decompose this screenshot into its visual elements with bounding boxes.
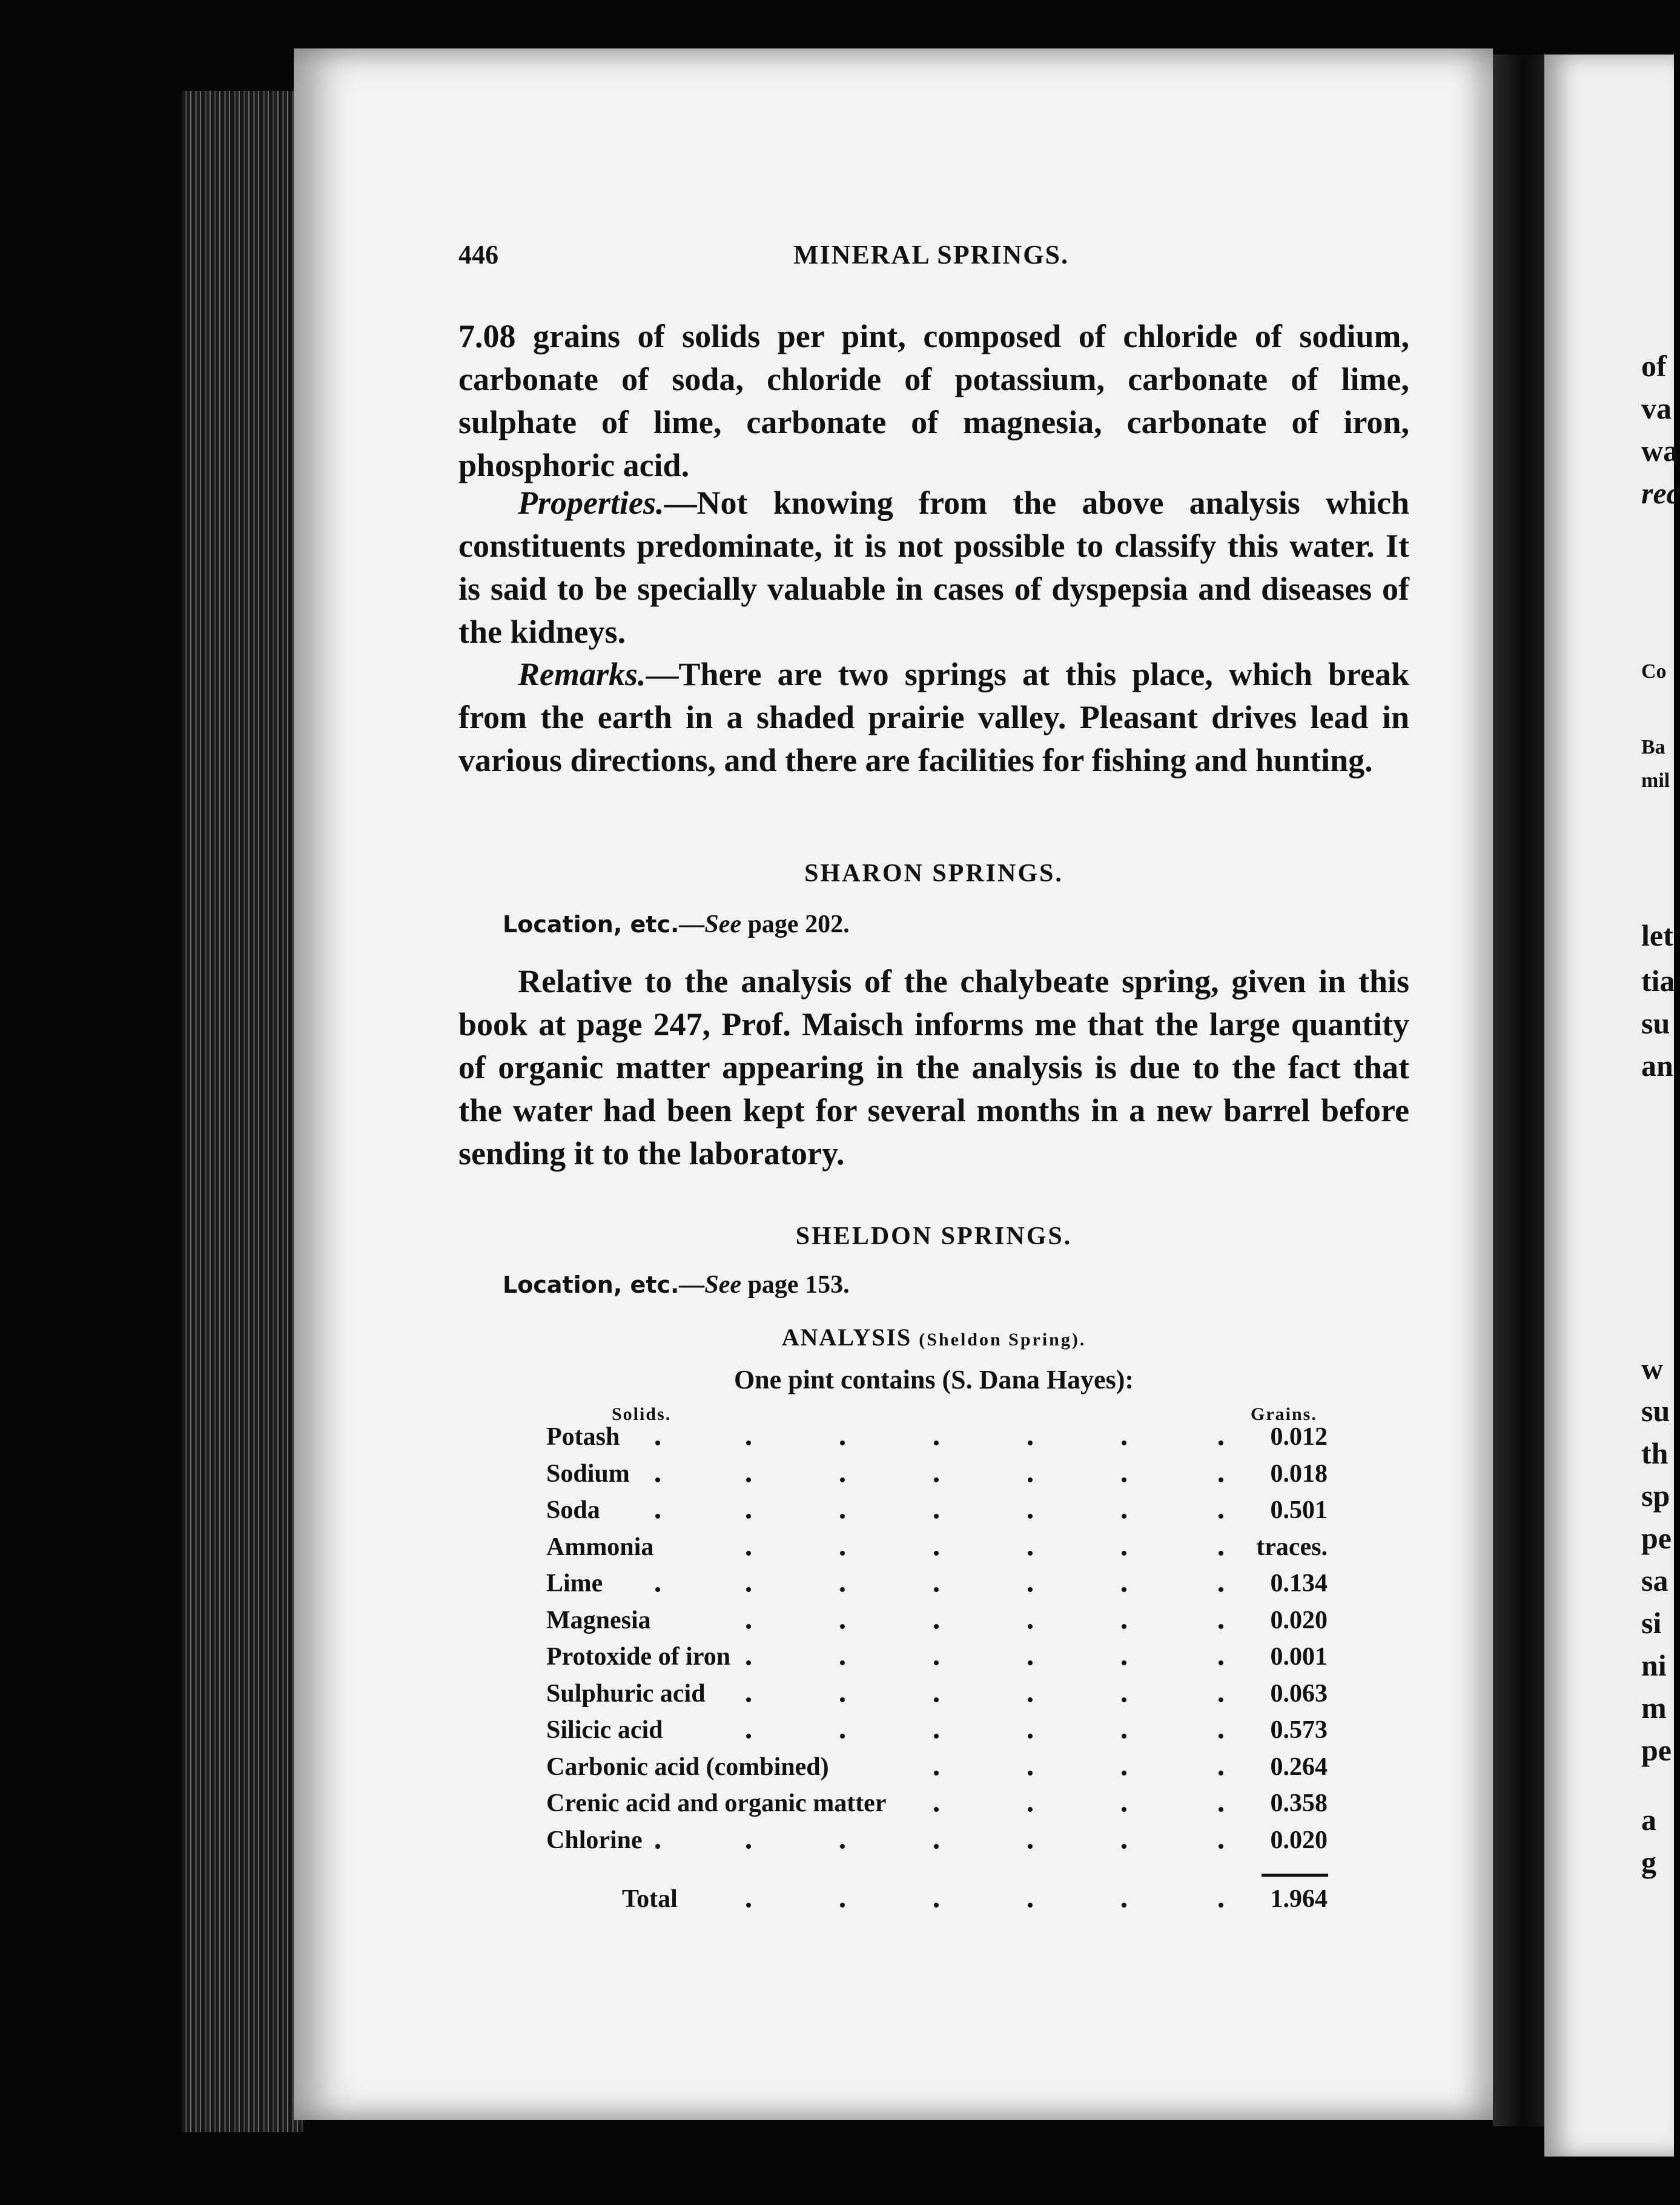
running-title: MINERAL SPRINGS. (793, 240, 1069, 270)
constituent-grains: 0.134 (1270, 1570, 1328, 1597)
leader-dot (840, 1697, 845, 1702)
leader-dot (1219, 1477, 1223, 1482)
leader-dot (1219, 1441, 1223, 1445)
running-header (458, 239, 1409, 276)
facing-fragment: g (1641, 1845, 1656, 1879)
leader-dot (1122, 1587, 1126, 1592)
constituent-grains: 0.001 (1270, 1643, 1328, 1671)
facing-fragment: tia (1641, 964, 1675, 998)
leader-dot (934, 1771, 939, 1776)
leader-dot (1219, 1807, 1223, 1812)
facing-fragment: pe (1641, 1733, 1672, 1767)
leader-dot (1219, 1734, 1223, 1739)
leader-dot (1028, 1771, 1033, 1776)
paragraph-properties (458, 482, 1409, 654)
leader-dot (840, 1477, 845, 1482)
leader-dot (934, 1477, 939, 1482)
leader-dots (546, 1419, 1243, 1455)
leader-dot (746, 1697, 751, 1702)
leader-dots (546, 1529, 1243, 1565)
leader-dot (1028, 1844, 1033, 1849)
leader-dot (1028, 1514, 1033, 1519)
leader-dots (546, 1749, 1243, 1785)
analysis-title (458, 1323, 1409, 1351)
facing-fragment: pe (1641, 1521, 1672, 1555)
facing-fragment: su (1641, 1394, 1670, 1428)
constituent-grains: 0.501 (1270, 1496, 1328, 1524)
facing-fragment: m (1641, 1691, 1667, 1725)
leader-dot (1122, 1734, 1126, 1739)
constituent-grains: 0.063 (1270, 1679, 1328, 1708)
table-row (546, 1456, 1328, 1492)
leader-dot (746, 1734, 751, 1739)
leader-dot (934, 1514, 939, 1519)
leader-dot (934, 1441, 939, 1445)
leader-dot (840, 1624, 845, 1629)
page-number: 446 (458, 240, 498, 270)
section-title-sharon: SHARON SPRINGS. (804, 860, 1063, 887)
table-row (546, 1712, 1328, 1748)
remarks-label: Remarks. (518, 656, 646, 692)
table-row (546, 1639, 1328, 1675)
leader-dot (840, 1844, 845, 1849)
leader-dot (840, 1660, 845, 1665)
leader-dots (546, 1676, 1243, 1712)
properties-label: Properties. (518, 485, 664, 521)
facing-fragment: wa (1641, 434, 1679, 468)
leader-dot (934, 1903, 939, 1908)
leader-dot (746, 1551, 751, 1556)
leader-dot (840, 1903, 845, 1908)
constituent-grains: traces. (1256, 1533, 1328, 1561)
constituent-grains: 0.018 (1270, 1459, 1328, 1488)
leader-dot (655, 1844, 660, 1849)
facing-fragment: rec (1641, 476, 1680, 510)
leader-dot (1122, 1697, 1126, 1702)
section-title-sheldon: SHELDON SPRINGS. (795, 1222, 1073, 1250)
leader-dot (1219, 1587, 1223, 1592)
location-page: page 202. (747, 910, 850, 938)
constituent-name: Sulphuric acid (546, 1679, 706, 1708)
leader-dot (1028, 1551, 1033, 1556)
leader-dot (1122, 1441, 1126, 1445)
leader-dot (1122, 1624, 1126, 1629)
leader-dot (1028, 1441, 1033, 1445)
leader-dot (1028, 1587, 1033, 1592)
facing-fragment: mil (1641, 769, 1670, 792)
leader-dot (1219, 1551, 1223, 1556)
leader-dots (546, 1456, 1243, 1492)
analysis-heading: ANALYSIS (781, 1324, 912, 1351)
constituent-name: Chlorine (546, 1826, 643, 1854)
facing-fragment: va (1641, 391, 1672, 425)
leader-dot (1219, 1903, 1223, 1908)
leader-dot (1122, 1660, 1126, 1665)
constituent-name: Magnesia (546, 1606, 651, 1634)
constituent-name: Carbonic acid (combined) (546, 1752, 829, 1781)
facing-fragment: ni (1641, 1648, 1667, 1682)
leader-dot (840, 1441, 845, 1445)
book-gutter (1493, 55, 1544, 2126)
location-line-sharon (503, 910, 850, 939)
total-value: 1.964 (1270, 1885, 1328, 1913)
leader-dot (934, 1660, 939, 1665)
location-see: —See (679, 1271, 742, 1299)
location-label: Location, etc. (503, 1272, 680, 1298)
constituent-name: Soda (546, 1496, 600, 1524)
leader-dots (546, 1602, 1243, 1639)
leader-dot (1028, 1477, 1033, 1482)
leader-dot (746, 1441, 751, 1445)
leader-dot (934, 1807, 939, 1812)
leader-dot (840, 1587, 845, 1592)
leader-dot (746, 1660, 751, 1665)
facing-fragment: a (1641, 1803, 1656, 1837)
leader-dot (1028, 1807, 1033, 1812)
facing-fragment: an (1641, 1049, 1673, 1083)
constituent-grains: 0.020 (1270, 1826, 1328, 1854)
leader-dot (655, 1587, 660, 1592)
leader-dot (934, 1587, 939, 1592)
leader-dots (546, 1492, 1243, 1528)
leader-dots (546, 1785, 1243, 1822)
leader-dot (1122, 1477, 1126, 1482)
leader-dot (655, 1441, 660, 1445)
leader-dot (1028, 1660, 1033, 1665)
leader-dot (746, 1624, 751, 1629)
constituent-name: Potash (546, 1423, 620, 1451)
table-row (546, 1565, 1328, 1602)
leader-dot (746, 1844, 751, 1849)
table-row (546, 1419, 1328, 1455)
leader-dots (546, 1881, 1243, 1917)
total-label: Total (622, 1885, 678, 1913)
facing-fragment: of (1641, 349, 1667, 383)
constituent-name: Lime (546, 1570, 603, 1597)
table-row (546, 1492, 1328, 1528)
constituent-grains: 0.264 (1270, 1752, 1328, 1781)
facing-fragment: Ba (1641, 736, 1665, 758)
leader-dots (546, 1639, 1243, 1675)
facing-fragment: sa (1641, 1563, 1668, 1597)
location-see: —See (679, 910, 742, 938)
leader-dot (1028, 1734, 1033, 1739)
constituent-grains: 0.573 (1270, 1716, 1328, 1744)
total-row (546, 1881, 1328, 1917)
leader-dot (1122, 1771, 1126, 1776)
table-row (546, 1602, 1328, 1639)
constituent-name: Protoxide of iron (546, 1643, 731, 1671)
leader-dot (655, 1514, 660, 1519)
leader-dot (1219, 1660, 1223, 1665)
table-row (546, 1785, 1328, 1822)
leader-dot (746, 1903, 751, 1908)
leader-dot (1219, 1697, 1223, 1702)
leader-dot (840, 1734, 845, 1739)
leader-dot (1122, 1807, 1126, 1812)
leader-dot (1122, 1903, 1126, 1908)
leader-dots (546, 1565, 1243, 1602)
total-rule (1262, 1874, 1328, 1877)
leader-dot (1122, 1514, 1126, 1519)
leader-dot (1219, 1844, 1223, 1849)
paragraph-sharon: Relative to the analysis of the chalybeate spring, given in this book at page 247, Prof. Maisch informs me that the large quantity of organic matter appearing in the analysis is due to the fact that the water had been kept for several months in a new barrel before sending it to the laboratory. (458, 963, 1409, 1172)
paragraph-remarks (458, 653, 1409, 782)
leader-dot (746, 1477, 751, 1482)
constituent-name: Ammonia (546, 1533, 654, 1561)
leader-dot (746, 1587, 751, 1592)
table-row (546, 1529, 1328, 1565)
constituent-name: Crenic acid and organic matter (546, 1789, 887, 1817)
facing-fragment: th (1641, 1436, 1668, 1470)
constituent-grains: 0.020 (1270, 1606, 1328, 1634)
facing-fragment: si (1641, 1606, 1662, 1640)
constituent-name: Sodium (546, 1459, 630, 1488)
leader-dot (934, 1551, 939, 1556)
leader-dot (655, 1477, 660, 1482)
leader-dot (934, 1697, 939, 1702)
facing-fragment: sp (1641, 1479, 1670, 1513)
column-header-grains: Grains. (1251, 1404, 1317, 1424)
leader-dot (840, 1551, 845, 1556)
analysis-subheading: (Sheldon Spring). (919, 1330, 1086, 1350)
leader-dot (1122, 1551, 1126, 1556)
leader-dots (546, 1822, 1243, 1858)
table-row (546, 1822, 1328, 1858)
leader-dot (1219, 1771, 1223, 1776)
constituent-grains: 0.012 (1270, 1423, 1328, 1451)
leader-dot (934, 1734, 939, 1739)
analysis-source: One pint contains (S. Dana Hayes): (733, 1365, 1134, 1394)
location-label: Location, etc. (503, 911, 680, 938)
leader-dot (1028, 1624, 1033, 1629)
leader-dot (1028, 1903, 1033, 1908)
leader-dot (746, 1514, 751, 1519)
remarks-text: —There are two springs at this place, which break from the earth in a shaded prairie valley. Pleasant drives lead in various directions, and there are facilities for fishing and hunting. (458, 656, 1409, 778)
facing-fragment: Co (1641, 660, 1667, 683)
properties-text: —Not knowing from the above analysis which constituents predominate, it is not possible to classify this water. It is said to be specially valuable in cases of dyspepsia and diseases of the kidneys. (458, 485, 1409, 650)
table-row (546, 1676, 1328, 1712)
leader-dot (1219, 1514, 1223, 1519)
facing-fragment: let (1641, 918, 1673, 952)
facing-fragment: w (1641, 1351, 1664, 1385)
paragraph-solids: 7.08 grains of solids per pint, composed of chloride of sodium, carbonate of soda, chloride of potassium, carbonate of lime, sulphate of lime, carbonate of magnesia, carbonate of iron, phosphoric acid. (458, 318, 1409, 483)
page-edges (182, 91, 303, 2132)
leader-dot (1219, 1624, 1223, 1629)
constituent-name: Silicic acid (546, 1716, 663, 1744)
leader-dot (840, 1514, 845, 1519)
location-line-sheldon (503, 1270, 850, 1299)
table-row (546, 1749, 1328, 1785)
constituent-grains: 0.358 (1270, 1789, 1328, 1817)
column-header-solids: Solids. (612, 1404, 672, 1424)
leader-dot (1122, 1844, 1126, 1849)
leader-dot (1028, 1697, 1033, 1702)
leader-dots (546, 1712, 1243, 1748)
leader-dot (934, 1844, 939, 1849)
leader-dot (934, 1624, 939, 1629)
facing-fragment: su (1641, 1006, 1670, 1040)
location-page: page 153. (747, 1271, 850, 1299)
